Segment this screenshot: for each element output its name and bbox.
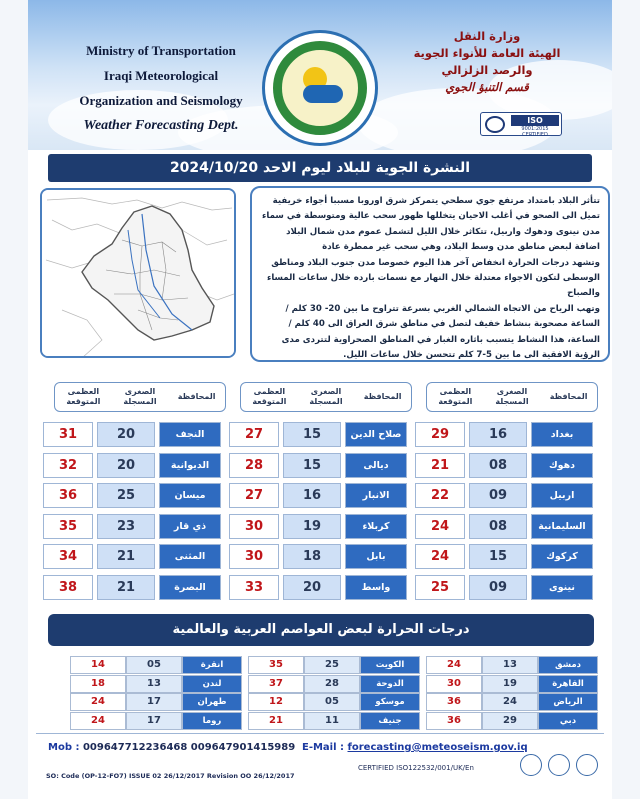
capital-min-cell: 28: [304, 675, 360, 693]
province-max-cell: 36: [43, 483, 93, 508]
col-head-min: الصغرى المسجلة: [123, 387, 157, 406]
capital-min-cell: 11: [304, 712, 360, 730]
header-banner: [28, 0, 612, 150]
capital-max-cell: 24: [70, 693, 126, 711]
province-city-cell: بغداد: [531, 422, 593, 447]
province-max-cell: 24: [415, 544, 465, 569]
capital-min-cell: 19: [482, 675, 538, 693]
capital-city-cell: الدوحة: [360, 675, 420, 693]
capital-min-cell: 17: [126, 693, 182, 711]
column-header-1: [426, 382, 598, 412]
capital-city-cell: انقرة: [182, 656, 242, 674]
email-label: E-Mail :: [302, 742, 345, 753]
column-header-2: [240, 382, 412, 412]
certified-text: CERTIFIED ISO122532/001/UK/En: [358, 764, 474, 772]
province-city-cell: واسط: [345, 575, 407, 600]
capital-city-cell: روما: [182, 712, 242, 730]
iso-label: ISO: [511, 115, 559, 126]
header-en-line-1: Ministry of Transportation: [86, 43, 236, 58]
column-header-3: [54, 382, 226, 412]
province-city-cell: السليمانية: [531, 514, 593, 539]
header-arabic: [392, 28, 582, 96]
capital-city-cell: دمشق: [538, 656, 598, 674]
province-max-cell: 21: [415, 453, 465, 478]
header-ar-dept: قسم التنبؤ الجوي: [445, 80, 529, 94]
capital-max-cell: 35: [248, 656, 304, 674]
province-max-cell: 28: [229, 453, 279, 478]
capital-city-cell: لندن: [182, 675, 242, 693]
capital-min-cell: 25: [304, 656, 360, 674]
province-max-cell: 27: [229, 483, 279, 508]
province-min-cell: 21: [97, 544, 155, 569]
footer: [36, 733, 604, 789]
province-max-cell: 25: [415, 575, 465, 600]
col-head-min: الصغرى المسجلة: [309, 387, 343, 406]
col-head-province: المحافظة: [549, 392, 588, 401]
capital-max-cell: 36: [426, 712, 482, 730]
capitals-title: درجات الحرارة لبعض العواصم العربية والعالمية: [48, 614, 594, 646]
capital-max-cell: 24: [426, 656, 482, 674]
province-max-cell: 35: [43, 514, 93, 539]
capital-max-cell: 18: [70, 675, 126, 693]
bulletin-page: [28, 0, 612, 799]
capital-city-cell: جنيف: [360, 712, 420, 730]
province-min-cell: 16: [469, 422, 527, 447]
province-max-cell: 22: [415, 483, 465, 508]
province-min-cell: 09: [469, 575, 527, 600]
forecast-text: [250, 186, 610, 362]
header-ar-line-1: وزارة النقل: [453, 29, 521, 43]
capital-max-cell: 30: [426, 675, 482, 693]
province-max-cell: 38: [43, 575, 93, 600]
capital-max-cell: 37: [248, 675, 304, 693]
province-min-cell: 20: [97, 422, 155, 447]
province-city-cell: المثنى: [159, 544, 221, 569]
iraq-map: [40, 188, 236, 358]
forecast-paragraph-1: تتأثر البلاد بامتداد مرتفع جوي سطحي يتمركز شرق اوروبا مسببا أجواء خريفية تميل الى الصحو في أغلب الاحيان يتخللها ظهور سحب عالية ومتوسطة في سماء مدن نينوى ودهوك واربيل، تتكاثر خلال الليل لتشمل عموم مدن شمال البلاد اضافة لبعض مناطق مدن وسط البلاد، وهي سحب غير ممطرة عادة: [262, 196, 600, 253]
capital-city-cell: الكويت: [360, 656, 420, 674]
quality-badge-icon: [576, 754, 598, 776]
capital-city-cell: الرياض: [538, 693, 598, 711]
capital-max-cell: 12: [248, 693, 304, 711]
province-city-cell: ميسان: [159, 483, 221, 508]
iso-badge: [480, 112, 562, 136]
mobile-numbers: 009647712236468 009647901415989: [82, 742, 296, 753]
capital-city-cell: القاهرة: [538, 675, 598, 693]
province-min-cell: 15: [283, 453, 341, 478]
province-temperature-table: [47, 422, 593, 606]
province-min-cell: 20: [283, 575, 341, 600]
mobile-label: Mob :: [48, 742, 80, 753]
capital-max-cell: 14: [70, 656, 126, 674]
province-max-cell: 34: [43, 544, 93, 569]
province-city-cell: صلاح الدين: [345, 422, 407, 447]
province-min-cell: 21: [97, 575, 155, 600]
province-city-cell: دهوك: [531, 453, 593, 478]
province-max-cell: 31: [43, 422, 93, 447]
province-city-cell: النجف: [159, 422, 221, 447]
province-min-cell: 18: [283, 544, 341, 569]
col-head-min: الصغرى المسجلة: [495, 387, 529, 406]
iso-sub: 9001:2015 CERTIFIED: [521, 126, 549, 138]
province-min-cell: 20: [97, 453, 155, 478]
capital-city-cell: طهران: [182, 693, 242, 711]
footer-email: [302, 742, 528, 753]
capital-min-cell: 17: [126, 712, 182, 730]
header-ar-line-3: والرصد الزلزالي: [441, 63, 533, 77]
province-city-cell: بابل: [345, 544, 407, 569]
iso-shield-icon: [485, 116, 505, 133]
province-min-cell: 19: [283, 514, 341, 539]
footer-mobile: [48, 742, 295, 753]
col-head-max: العظمى المتوقعة: [438, 387, 473, 406]
province-city-cell: البصرة: [159, 575, 221, 600]
capital-max-cell: 24: [70, 712, 126, 730]
iraq-map-icon: [42, 190, 236, 358]
meteorology-logo-icon: [262, 30, 378, 146]
province-city-cell: كربلاء: [345, 514, 407, 539]
header-english: [46, 38, 276, 138]
capital-min-cell: 24: [482, 693, 538, 711]
province-min-cell: 16: [283, 483, 341, 508]
ukas-badge-icon: [520, 754, 542, 776]
province-max-cell: 24: [415, 514, 465, 539]
province-min-cell: 09: [469, 483, 527, 508]
capital-max-cell: 21: [248, 712, 304, 730]
capital-max-cell: 36: [426, 693, 482, 711]
col-head-province: المحافظة: [363, 392, 402, 401]
province-max-cell: 30: [229, 514, 279, 539]
capital-city-cell: موسكو: [360, 693, 420, 711]
province-max-cell: 33: [229, 575, 279, 600]
header-ar-line-2: الهيئة العامة للأنواء الجوية: [413, 46, 561, 60]
col-head-max: العظمى المتوقعة: [66, 387, 101, 406]
capital-min-cell: 13: [126, 675, 182, 693]
province-max-cell: 29: [415, 422, 465, 447]
forecast-paragraph-3: وتهب الرياح من الاتجاه الشمالي الغربي بسرعة تتراوح ما بين 20- 30 كلم / الساعة مصحوبة بنشاط خفيف لتصل في مناطق شرق العراق الى 40 كلم /الساعة، هذا النشاط يتسبب باثاره الغبار في المناطق الصحراوية لتتردى مدى الرؤية الافقية الى ما بين 5-7 كلم تتحسن خلال ساعات الليل.: [281, 303, 600, 361]
cert-badge-icon: [548, 754, 570, 776]
province-min-cell: 08: [469, 514, 527, 539]
bulletin-title: النشرة الجوية للبلاد ليوم الاحد 2024/10/20: [48, 154, 592, 182]
forecast-paragraph-2: وتشهد درجات الحرارة انخفاض آخر هذا اليوم خصوصا مدن جنوب البلاد ومناطق الوسطى لتكون الاجواء معتدلة خلال النهار مع نسمات بارده خلال ساعات المساء والصباح: [266, 257, 600, 299]
province-city-cell: نينوى: [531, 575, 593, 600]
province-min-cell: 15: [469, 544, 527, 569]
province-city-cell: الديوانية: [159, 453, 221, 478]
capitals-temperature-table: [58, 656, 598, 730]
province-city-cell: كركوك: [531, 544, 593, 569]
province-city-cell: الانبار: [345, 483, 407, 508]
province-max-cell: 27: [229, 422, 279, 447]
header-en-line-3: Organization and Seismology: [79, 93, 243, 108]
header-en-dept: Weather Forecasting Dept.: [83, 118, 239, 133]
capital-city-cell: دبي: [538, 712, 598, 730]
province-min-cell: 23: [97, 514, 155, 539]
capital-min-cell: 13: [482, 656, 538, 674]
province-min-cell: 15: [283, 422, 341, 447]
document-code: SO: Code (OP-12-FO7) ISSUE 02 26/12/2017 Revision OO 26/12/2017: [46, 772, 295, 780]
province-max-cell: 32: [43, 453, 93, 478]
capital-min-cell: 29: [482, 712, 538, 730]
province-city-cell: ذي قار: [159, 514, 221, 539]
capital-min-cell: 05: [304, 693, 360, 711]
capital-min-cell: 05: [126, 656, 182, 674]
province-min-cell: 08: [469, 453, 527, 478]
province-min-cell: 25: [97, 483, 155, 508]
col-head-max: العظمى المتوقعة: [252, 387, 287, 406]
province-city-cell: ديالى: [345, 453, 407, 478]
province-max-cell: 30: [229, 544, 279, 569]
col-head-province: المحافظة: [177, 392, 216, 401]
email-link[interactable]: forecasting@meteoseism.gov.iq: [347, 742, 528, 753]
province-city-cell: اربيل: [531, 483, 593, 508]
header-en-line-2: Iraqi Meteorological: [103, 68, 219, 83]
